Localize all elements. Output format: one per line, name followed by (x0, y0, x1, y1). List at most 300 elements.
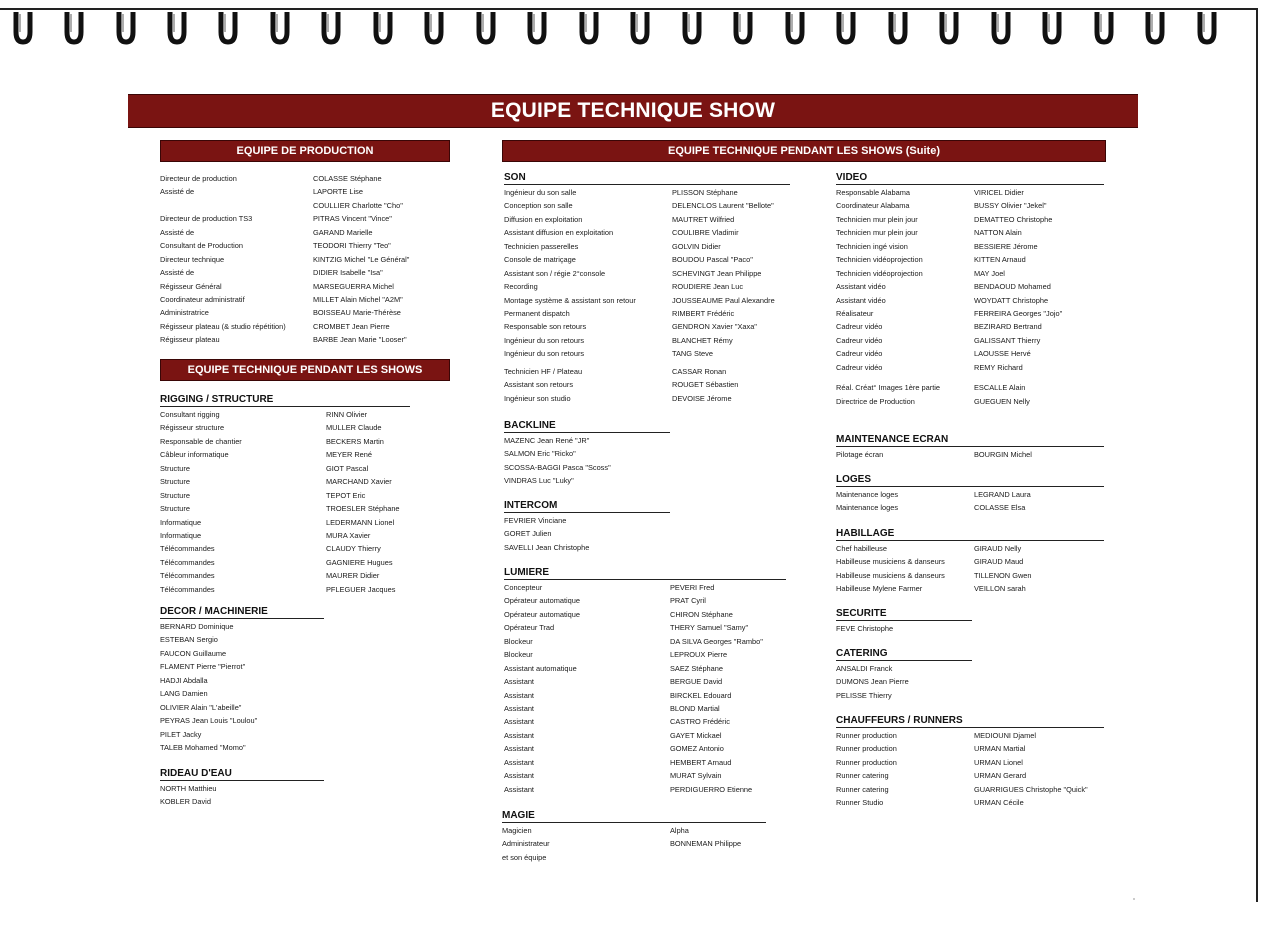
son-row (504, 334, 790, 347)
video-person-name: LAOUSSE Hervé (974, 349, 1031, 359)
securite-title: SECURITE (836, 608, 972, 621)
son-row (504, 267, 790, 280)
decor-person-name: HADJI Abdalla (160, 675, 208, 685)
video-role: Technicien ingé vision (836, 241, 908, 251)
magie-person-name: BONNEMAN Philippe (670, 839, 742, 849)
production-person-name: DIDIER Isabelle "Isa" (313, 268, 383, 278)
son-role: Responsable son retours (504, 322, 587, 332)
production-row (160, 293, 450, 306)
production-person-name: TEODORI Thierry "Teo" (313, 241, 391, 251)
production-role: Consultant de Production (160, 241, 243, 251)
lumiere-person-name: GAYET Mickael (670, 730, 722, 740)
habillage-person-name: VEILLON sarah (974, 584, 1026, 594)
video-section (836, 172, 1104, 408)
rigging-row (160, 529, 410, 542)
son-row (504, 199, 790, 212)
video-row (836, 199, 1104, 212)
production-role (160, 199, 313, 212)
production-banner-label: EQUIPE DE PRODUCTION (236, 145, 374, 157)
lumiere-row (504, 715, 786, 728)
chauffeurs-person-name: URMAN Gerard (974, 771, 1027, 781)
shows-suite-banner (502, 140, 1106, 162)
binding-ring (1040, 8, 1064, 46)
production-banner (160, 140, 450, 162)
chauffeurs-row (836, 729, 1104, 742)
rigging-row (160, 556, 410, 569)
lumiere-role: Assistant automatique (504, 663, 577, 673)
chauffeurs-row (836, 769, 1104, 782)
lumiere-person-name: BERGUE David (670, 677, 723, 687)
loges-person-name: COLASSE Elsa (974, 503, 1026, 513)
lumiere-person-name: CHIRON Stéphane (670, 609, 733, 619)
magie-section (502, 810, 766, 864)
video-role: Technicien vidéoprojection (836, 255, 923, 265)
lumiere-row (504, 608, 786, 621)
rigging-row (160, 542, 410, 555)
lumiere-row (504, 675, 786, 688)
binding-ring (165, 8, 189, 46)
son-role: Console de matriçage (504, 255, 576, 265)
binding-ring (525, 8, 549, 46)
production-person-name: PITRAS Vincent "Vince" (313, 214, 392, 224)
rigging-person-name: MURA Xavier (326, 530, 371, 540)
lumiere-role: Assistant (504, 717, 534, 727)
production-row (160, 333, 450, 346)
video-person-name: WOYDATT Christophe (974, 295, 1049, 305)
lumiere-row (504, 729, 786, 742)
backline-person-name: MAZENC Jean René "JR" (504, 436, 590, 445)
lumiere-role: Assistant (504, 677, 534, 687)
son-person-name: GENDRON Xavier "Xaxa" (672, 322, 757, 332)
binding-ring (783, 8, 807, 46)
video-person-name: FERREIRA Georges "Jojo" (974, 308, 1063, 318)
production-person-name: BOISSEAU Marie-Thérèse (313, 308, 401, 318)
video-role: Cadreur vidéo (836, 349, 883, 359)
video-row (836, 186, 1104, 199)
video-row (836, 226, 1104, 239)
chauffeurs-role: Runner Studio (836, 798, 884, 808)
lumiere-person-name: HEMBERT Arnaud (670, 757, 732, 767)
binding-ring (1092, 8, 1116, 46)
securite-section (836, 608, 972, 635)
binding-ring (680, 8, 704, 46)
backline-section (504, 420, 670, 488)
lumiere-person-name: GOMEZ Antonio (670, 744, 724, 754)
production-row (160, 280, 450, 293)
binding-ring (886, 8, 910, 46)
rigging-role: Responsable de chantier (160, 436, 242, 446)
son-person-name: DEVOISE Jérome (672, 393, 732, 403)
main-title-banner (128, 94, 1138, 128)
habillage-person-name: TILLENON Gwen (974, 570, 1032, 580)
loges-row (836, 488, 1104, 501)
binding-ring (62, 8, 86, 46)
son-role: Assistant diffusion en exploitation (504, 228, 614, 238)
habillage-title: HABILLAGE (836, 528, 1104, 541)
video-role: Cadreur vidéo (836, 335, 883, 345)
rigging-role: Structure (160, 463, 190, 473)
chauffeurs-person-name: MEDIOUNI Djamel (974, 731, 1037, 740)
lumiere-row (504, 594, 786, 607)
binding-ring (319, 8, 343, 46)
son-row (504, 378, 790, 391)
lumiere-role: Assistant (504, 690, 534, 700)
intercom-person-name: GORET Julien (504, 529, 552, 539)
chauffeurs-title: CHAUFFEURS / RUNNERS (836, 715, 1104, 728)
lumiere-person-name: CASTRO Frédéric (670, 717, 730, 727)
decor-title: DECOR / MACHINERIE (160, 606, 324, 619)
lumiere-row (504, 783, 786, 796)
video-person-name: BEZIRARD Bertrand (974, 322, 1042, 332)
binding-ring (371, 8, 395, 46)
magie-person-name: Alpha (670, 826, 689, 835)
chauffeurs-row (836, 756, 1104, 769)
intercom-person-name: SAVELLI Jean Christophe (504, 542, 590, 552)
binding-ring (1195, 8, 1219, 46)
son-row (504, 392, 790, 405)
production-person-name: COULLIER Charlotte "Cho" (313, 200, 403, 210)
production-row (160, 266, 450, 279)
rigging-role: Structure (160, 490, 190, 500)
son-role: Ingénieur du son retours (504, 335, 585, 345)
production-row (160, 199, 450, 212)
rigging-row (160, 408, 410, 421)
video-person-name: GALISSANT Thierry (974, 335, 1041, 345)
rigging-role: Informatique (160, 517, 202, 527)
production-role: Régisseur plateau (& studio répétition) (160, 321, 286, 331)
habillage-role: Habilleuse musiciens & danseurs (836, 570, 945, 580)
catering-section (836, 648, 972, 702)
production-row (160, 306, 450, 319)
lumiere-person-name: SAEZ Stéphane (670, 663, 724, 673)
son-role: Ingénieur du son retours (504, 349, 585, 359)
magie-person-name (670, 851, 766, 864)
chauffeurs-row (836, 796, 1104, 809)
production-person-name: GARAND Marielle (313, 227, 373, 237)
shows-banner-label: EQUIPE TECHNIQUE PENDANT LES SHOWS (187, 364, 423, 376)
rigging-row (160, 502, 410, 515)
production-role: Régisseur Général (160, 281, 222, 291)
production-person-name: COLASSE Stéphane (313, 174, 382, 183)
video-row (836, 320, 1104, 333)
production-person-name: CROMBET Jean Pierre (313, 321, 390, 331)
video-person-name: BUSSY Olivier "Jekel" (974, 201, 1047, 211)
rigging-person-name: MULLER Claude (326, 423, 382, 433)
intercom-person-name: FEVRIER Vinciane (504, 516, 567, 525)
production-row (160, 239, 450, 252)
rigging-person-name: PFLEGUER Jacques (326, 584, 396, 594)
rigging-person-name: RINN Olivier (326, 410, 368, 419)
loges-section (836, 474, 1104, 515)
rigging-person-name: CLAUDY Thierry (326, 544, 381, 554)
video-title: VIDEO (836, 172, 1104, 185)
binding-ring (114, 8, 138, 46)
binding-ring (268, 8, 292, 46)
son-section (504, 172, 790, 405)
lumiere-role: Assistant (504, 771, 534, 781)
rigging-role: Télécommandes (160, 557, 215, 567)
rigging-person-name: TROESLER Stéphane (326, 504, 400, 514)
production-section (160, 172, 450, 347)
decor-person-name: TALEB Mohamed "Momo" (160, 742, 246, 752)
decor-person-name: LANG Damien (160, 689, 208, 699)
maintenance-title: MAINTENANCE ECRAN (836, 434, 1104, 447)
lumiere-row (504, 648, 786, 661)
lumiere-role: Assistant (504, 730, 534, 740)
production-person-name: BARBE Jean Marie "Looser" (313, 335, 407, 345)
chauffeurs-role: Runner catering (836, 771, 889, 781)
son-role: Ingénieur son studio (504, 393, 571, 403)
intercom-title: INTERCOM (504, 500, 670, 513)
son-person-name: CASSAR Ronan (672, 366, 727, 376)
rigging-role: Structure (160, 477, 190, 487)
rigging-role: Structure (160, 504, 190, 514)
video-role: Coordinateur Alabama (836, 201, 910, 211)
son-role: Conception son salle (504, 201, 573, 211)
lumiere-person-name: BLOND Martial (670, 703, 720, 713)
rigging-role: Télécommandes (160, 571, 215, 581)
rigging-role: Télécommandes (160, 544, 215, 554)
video-person-name: KITTEN Arnaud (974, 255, 1026, 265)
production-role: Assisté de (160, 268, 195, 278)
son-person-name: JOUSSEAUME Paul Alexandre (672, 295, 775, 305)
habillage-role: Habilleuse musiciens & danseurs (836, 557, 945, 567)
loges-title: LOGES (836, 474, 1104, 487)
son-person-name: ROUGET Sébastien (672, 380, 739, 390)
securite-person-name: FEVE Christophe (836, 624, 894, 633)
son-role: Ingénieur du son salle (504, 188, 577, 197)
binding-ring (216, 8, 240, 46)
son-person-name: SCHEVINGT Jean Philippe (672, 268, 762, 278)
lumiere-row (504, 689, 786, 702)
production-role: Régisseur plateau (160, 335, 220, 345)
video-row (836, 240, 1104, 253)
son-row (504, 280, 790, 293)
son-role: Permanent dispatch (504, 308, 570, 318)
video-row (836, 361, 1104, 374)
son-person-name: MAUTRET Wilfried (672, 214, 735, 224)
lumiere-role: Opérateur automatique (504, 596, 581, 606)
magie-row (502, 851, 766, 864)
lumiere-role: Assistant (504, 703, 534, 713)
production-role: Directeur de production TS3 (160, 214, 253, 224)
video-person-name: ESCALLE Alain (974, 383, 1026, 393)
binding-ring (1143, 8, 1167, 46)
son-row (504, 253, 790, 266)
son-row (504, 186, 790, 199)
chauffeurs-row (836, 783, 1104, 796)
binding-ring (937, 8, 961, 46)
son-person-name: TANG Steve (672, 349, 713, 359)
video-role: Assistant vidéo (836, 295, 886, 305)
decor-person-name: FAUCON Guillaume (160, 648, 227, 658)
rigging-person-name: LEDERMANN Lionel (326, 517, 395, 527)
lumiere-role: Blockeur (504, 636, 533, 646)
rigging-role: Consultant rigging (160, 410, 220, 419)
lumiere-role: Assistant (504, 757, 534, 767)
lumiere-person-name: MURAT Sylvain (670, 771, 722, 781)
video-person-name: NATTON Alain (974, 228, 1022, 238)
habillage-role: Chef habilleuse (836, 544, 887, 553)
son-person-name: DELENCLOS Laurent "Bellote" (672, 201, 774, 211)
video-person-name: BESSIERE Jérome (974, 241, 1038, 251)
maintenance-role: Pilotage écran (836, 450, 884, 459)
lumiere-row (504, 702, 786, 715)
production-role: Directeur technique (160, 254, 225, 264)
decor-person-name: FLAMENT Pierre "Pierrot" (160, 662, 246, 672)
son-row (504, 320, 790, 333)
loges-role: Maintenance loges (836, 490, 899, 499)
lumiere-role: Assistant (504, 784, 534, 794)
rigging-person-name: GAGNIERE Hugues (326, 557, 393, 567)
chauffeurs-section (836, 715, 1104, 810)
rideau-person-name: NORTH Matthieu (160, 784, 217, 793)
rigging-role: Régisseur structure (160, 423, 225, 433)
loges-person-name: LEGRAND Laura (974, 490, 1031, 499)
habillage-row (836, 542, 1104, 555)
chauffeurs-person-name: URMAN Cécile (974, 798, 1024, 808)
habillage-row (836, 582, 1104, 595)
chauffeurs-person-name: URMAN Lionel (974, 757, 1023, 767)
son-title: SON (504, 172, 790, 185)
production-role: Assisté de (160, 227, 195, 237)
rigging-row (160, 569, 410, 582)
video-role: Cadreur vidéo (836, 322, 883, 332)
magie-row (502, 837, 766, 850)
magie-role: et son équipe (502, 852, 547, 862)
video-role: Technicien mur plein jour (836, 214, 918, 224)
shows-suite-banner-label: EQUIPE TECHNIQUE PENDANT LES SHOWS (Suite) (668, 145, 940, 157)
rideau-title: RIDEAU D'EAU (160, 768, 324, 781)
lumiere-row (504, 635, 786, 648)
son-row (504, 213, 790, 226)
video-row (836, 267, 1104, 280)
binding-ring (11, 8, 35, 46)
chauffeurs-role: Runner production (836, 731, 897, 740)
main-title: EQUIPE TECHNIQUE SHOW (490, 99, 776, 122)
son-role: Assistant son / régie 2°console (504, 268, 606, 278)
catering-person-name: PELISSE Thierry (836, 690, 892, 700)
magie-row (502, 824, 766, 837)
binding-ring (731, 8, 755, 46)
rigging-section (160, 394, 410, 596)
shows-banner (160, 359, 450, 381)
production-row (160, 320, 450, 333)
son-row (504, 240, 790, 253)
lumiere-role: Opérateur Trad (504, 623, 555, 633)
production-role: Administratrice (160, 308, 209, 318)
binding-ring (628, 8, 652, 46)
maintenance-row (836, 448, 1104, 461)
lumiere-person-name: LEPROUX Pierre (670, 650, 728, 660)
production-role: Assisté de (160, 187, 195, 197)
rigging-row (160, 516, 410, 529)
video-row (836, 395, 1104, 408)
son-role: Recording (504, 282, 538, 292)
video-role: Technicien mur plein jour (836, 228, 918, 238)
decor-person-name: BERNARD Dominique (160, 622, 234, 631)
rigging-role: Câbleur informatique (160, 450, 229, 460)
chauffeurs-role: Runner production (836, 757, 897, 767)
magie-role: Administrateur (502, 839, 550, 849)
video-role: Technicien vidéoprojection (836, 268, 923, 278)
rigging-person-name: BECKERS Martin (326, 436, 384, 446)
rigging-row (160, 435, 410, 448)
son-person-name: BOUDOU Pascal "Paco" (672, 255, 753, 265)
habillage-person-name: GIRAUD Nelly (974, 544, 1022, 553)
loges-row (836, 501, 1104, 514)
video-person-name: VIRICEL Didier (974, 188, 1024, 197)
video-row (836, 253, 1104, 266)
son-row (504, 365, 790, 378)
son-row (504, 307, 790, 320)
production-person-name: MARSEGUERRA Michel (313, 281, 394, 291)
video-person-name: GUEGUEN Nelly (974, 396, 1030, 406)
loges-role: Maintenance loges (836, 503, 899, 513)
son-row (504, 294, 790, 307)
rigging-row (160, 489, 410, 502)
spiral-binding (0, 0, 1279, 48)
decor-person-name: OLIVIER Alain "L'abeille" (160, 702, 242, 712)
production-row (160, 185, 450, 198)
lumiere-section (504, 567, 786, 796)
production-person-name: MILLET Alain Michel "A2M" (313, 294, 403, 304)
son-person-name: PLISSON Stéphane (672, 188, 738, 197)
video-row (836, 213, 1104, 226)
production-role: Coordinateur administratif (160, 294, 245, 304)
maintenance-section (836, 434, 1104, 461)
binding-ring (577, 8, 601, 46)
lumiere-role: Assistant (504, 744, 534, 754)
catering-title: CATERING (836, 648, 972, 661)
son-row (504, 226, 790, 239)
video-row (836, 381, 1104, 394)
video-role: Responsable Alabama (836, 188, 910, 197)
son-person-name: COULIBRE Vladimir (672, 228, 739, 238)
rigging-row (160, 462, 410, 475)
lumiere-person-name: PERDIGUERRO Etienne (670, 784, 753, 794)
scan-speck (1133, 898, 1135, 900)
habillage-row (836, 555, 1104, 568)
lumiere-row (504, 769, 786, 782)
son-row (504, 347, 790, 360)
lumiere-role: Opérateur automatique (504, 609, 581, 619)
habillage-role: Habilleuse Mylene Farmer (836, 584, 923, 594)
son-person-name: RIMBERT Frédéric (672, 308, 735, 318)
catering-person-name: ANSALDI Franck (836, 664, 893, 673)
habillage-section (836, 528, 1104, 596)
rigging-title: RIGGING / STRUCTURE (160, 394, 410, 407)
production-row (160, 172, 450, 185)
chauffeurs-person-name: GUARRIGUES Christophe "Quick" (974, 784, 1088, 794)
binding-ring (834, 8, 858, 46)
rigging-row (160, 583, 410, 596)
video-role: Réal. Créat° Images 1ère partie (836, 383, 941, 393)
video-person-name: MAY Joel (974, 268, 1005, 278)
video-row (836, 280, 1104, 293)
production-person-name: LAPORTE Lise (313, 187, 363, 197)
chauffeurs-row (836, 742, 1104, 755)
rigging-person-name: GIOT Pascal (326, 463, 369, 473)
backline-person-name: SALMON Eric "Ricko" (504, 449, 576, 459)
decor-person-name: PILET Jacky (160, 729, 202, 739)
lumiere-person-name: PEVERI Fred (670, 583, 715, 592)
son-person-name: BLANCHET Rémy (672, 335, 733, 345)
video-person-name: DEMATTEO Christophe (974, 214, 1053, 224)
intercom-section (504, 500, 670, 554)
habillage-person-name: GIRAUD Maud (974, 557, 1024, 567)
production-row (160, 226, 450, 239)
